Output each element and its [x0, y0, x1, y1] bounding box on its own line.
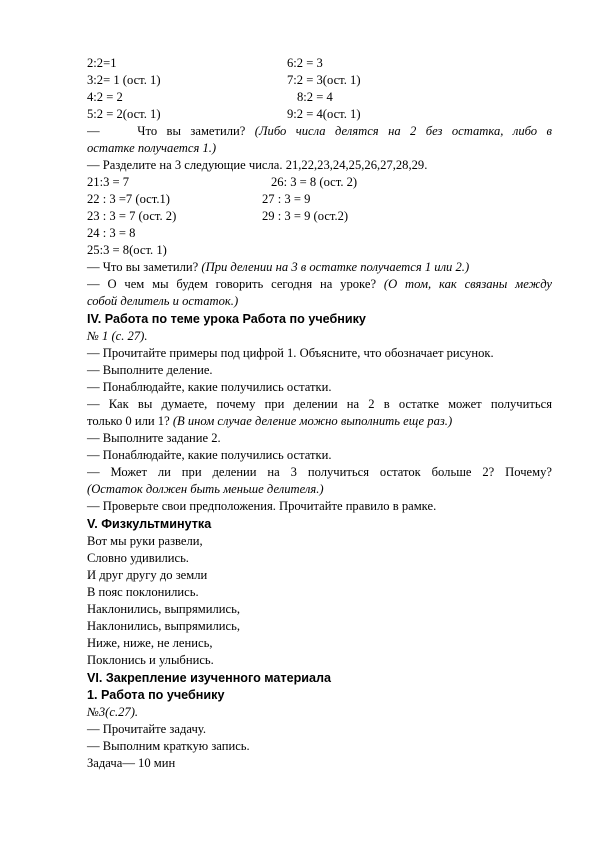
math-line: 9:2 = 4(ост. 1) [287, 107, 361, 121]
math-line: 5:2 = 2(ост. 1) [87, 107, 161, 121]
math-line: 3:2= 1 (ост. 1) [87, 73, 161, 87]
question-text: — О чем мы будем говорить сегодня на уроке? [87, 277, 377, 291]
question-line [87, 413, 452, 430]
poem-line: Вот мы руки развели, [87, 534, 203, 548]
math-line: 2:2=1 [87, 56, 117, 70]
poem-line: И друг другу до земли [87, 568, 208, 582]
task-line: — Проверьте свои предположения. Прочитайте правило в рамке. [87, 499, 437, 513]
section-heading: V. Физкультминутка [87, 517, 212, 531]
dash: — [87, 124, 100, 138]
section-heading: VI. Закрепление изученного материала [87, 671, 332, 685]
textbook-ref: № 1 (с. 27). [87, 329, 148, 343]
question-text: — Что вы заметили? [87, 260, 199, 274]
math-line: 24 : 3 = 8 [87, 226, 136, 240]
math-line: 8:2 = 4 [297, 90, 333, 104]
question-line: — Может ли при делении на 3 получиться остаток больше 2? Почему? [87, 465, 552, 479]
task-line: Задача— 10 мин [87, 756, 176, 770]
section-heading: IV. Работа по теме урока Работа по учебнику [87, 312, 366, 326]
math-line: 23 : 3 = 7 (ост. 2) [87, 209, 177, 223]
task-line: — Понаблюдайте, какие получились остатки. [87, 380, 332, 394]
poem-line: Словно удивились. [87, 551, 189, 565]
question-line: — Как вы думаете, почему при делении на 2 в остатке может получиться [87, 397, 552, 411]
question-line [87, 259, 469, 276]
task-line: — Прочитайте примеры под цифрой 1. Объясните, что обозначает рисунок. [87, 346, 494, 360]
task-line: — Разделите на 3 следующие числа. 21,22,23,24,25,26,27,28,29. [87, 158, 428, 172]
poem-line: Ниже, ниже, не ленись, [87, 636, 213, 650]
math-line: 6:2 = 3 [287, 56, 323, 70]
poem-line: Наклонились, выпрямились, [87, 619, 240, 633]
answer-italic: (О том, как связаны между [383, 277, 552, 291]
task-line: — Прочитайте задачу. [87, 722, 206, 736]
math-line: 21:3 = 7 [87, 175, 130, 189]
question-line [87, 123, 552, 140]
answer-italic: остатке получается 1.) [87, 141, 217, 155]
question-text: только 0 или 1? [87, 414, 170, 428]
math-line: 27 : 3 = 9 [262, 192, 311, 206]
poem-line: Наклонились, выпрямились, [87, 602, 240, 616]
answer-italic: (Либо числа делятся на 2 без остатка, либо в [254, 124, 552, 138]
math-line: 7:2 = 3(ост. 1) [287, 73, 361, 87]
question-text: Что вы заметили? [137, 124, 246, 138]
task-line: — Выполните деление. [87, 363, 213, 377]
task-line: — Понаблюдайте, какие получились остатки. [87, 448, 332, 462]
poem-line: Поклонись и улыбнись. [87, 653, 214, 667]
textbook-ref: №3(с.27). [87, 705, 139, 719]
answer-italic: (В ином случае деление можно выполнить еще раз.) [172, 414, 453, 428]
math-line: 4:2 = 2 [87, 90, 123, 104]
answer-italic: (При делении на 3 в остатке получается 1 или 2.) [201, 260, 470, 274]
answer-italic: (Остаток должен быть меньше делителя.) [87, 482, 324, 496]
question-line [87, 276, 552, 293]
math-line: 29 : 3 = 9 (ост.2) [262, 209, 349, 223]
task-line: — Выполним краткую запись. [87, 739, 250, 753]
task-line: — Выполните задание 2. [87, 431, 221, 445]
poem-line: В пояс поклонились. [87, 585, 199, 599]
math-line: 25:3 = 8(ост. 1) [87, 243, 167, 257]
math-line: 22 : 3 =7 (ост.1) [87, 192, 170, 206]
subsection-heading: 1. Работа по учебнику [87, 688, 225, 702]
math-line: 26: 3 = 8 (ост. 2) [271, 175, 358, 189]
answer-italic: собой делитель и остаток.) [87, 294, 239, 308]
